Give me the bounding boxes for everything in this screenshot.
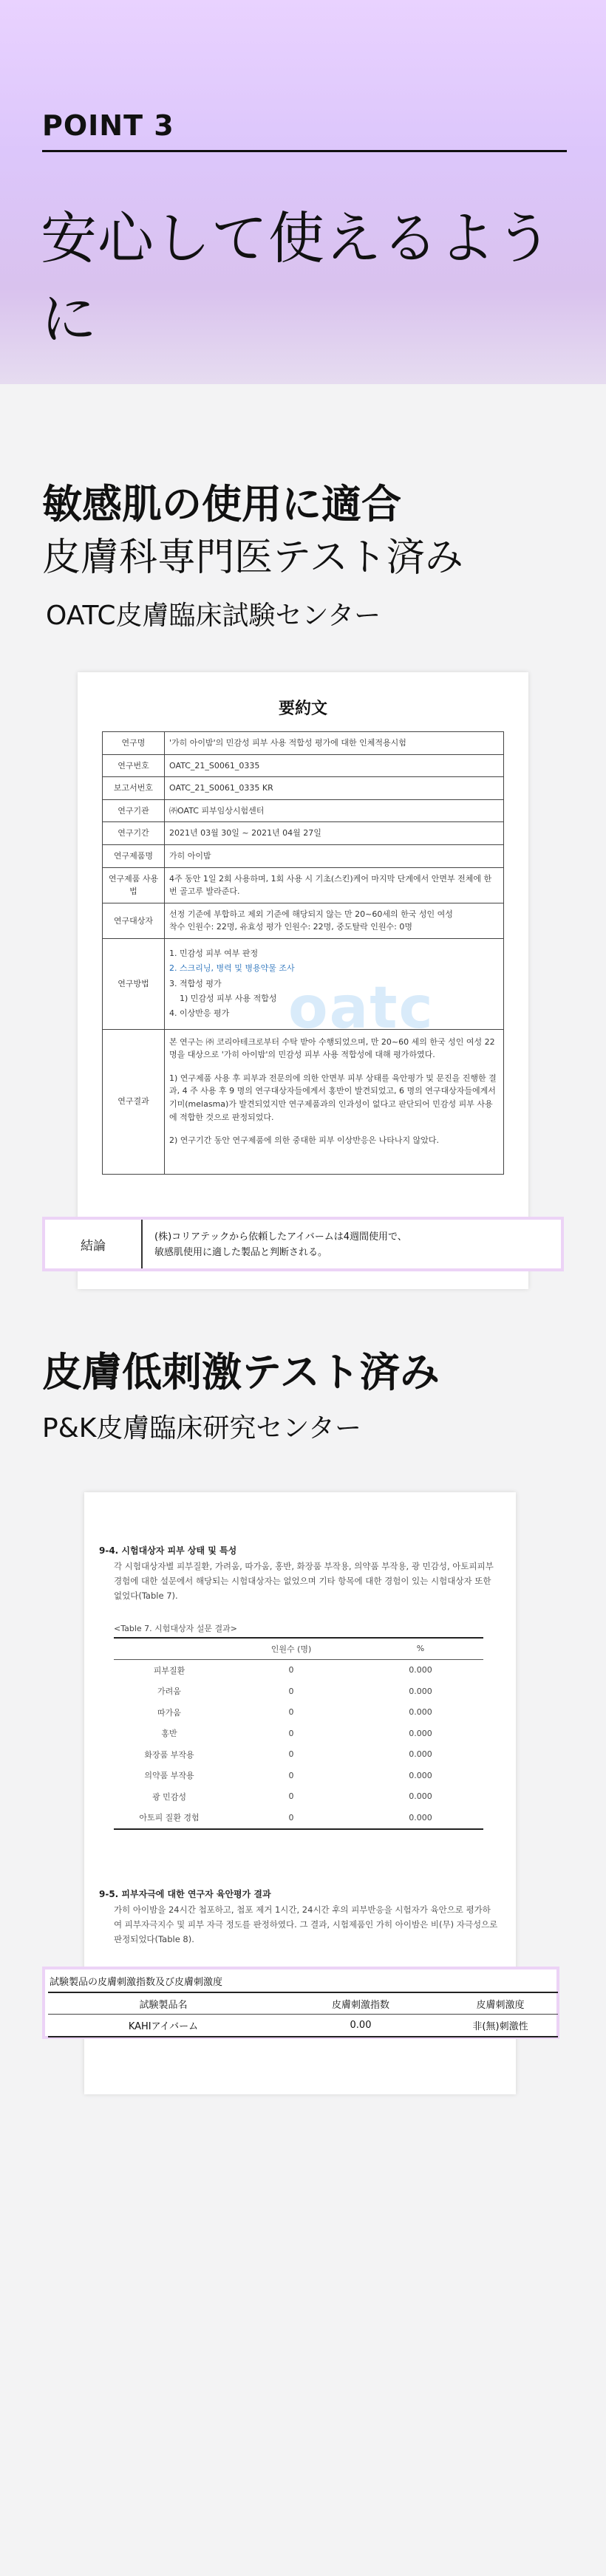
row-key: 연구번호 xyxy=(103,754,165,777)
table-cell: 0.000 xyxy=(409,1665,432,1675)
table-row xyxy=(114,1744,483,1766)
table-cell: 가려움 xyxy=(157,1687,181,1697)
table-row xyxy=(114,1765,483,1786)
method-item: 2. 스크리닝, 병력 및 병용약물 조사 xyxy=(169,963,295,974)
hero-headline: 安心して使えるように xyxy=(41,205,553,352)
table-cell: 0.000 xyxy=(409,1812,432,1822)
section2-title: 皮膚低刺激テスト済み xyxy=(42,1349,440,1395)
table-caption: <Table 7. 시험대상자 설문 결과> xyxy=(114,1624,237,1633)
table-cell: 0.00 xyxy=(350,2020,372,2031)
subjects-count: 착수 인원수: 22명, 유효성 평가 인원수: 22명, 중도탈락 인원수: 0명 xyxy=(169,922,412,932)
table-cell: 화장품 부작용 xyxy=(144,1749,194,1760)
table-row xyxy=(103,1029,504,1174)
table-cell: 0.000 xyxy=(409,1749,432,1760)
irritation-table xyxy=(48,1992,558,2037)
table-cell: 아토피 질환 경험 xyxy=(139,1813,200,1823)
table-cell: 0 xyxy=(288,1812,294,1822)
irritation-title: 試験製品の皮膚刺激指数及び皮膚刺激度 xyxy=(50,1977,223,1988)
table-row xyxy=(48,2015,558,2036)
row-value: 4주 동안 1일 2회 사용하며, 1회 사용 시 기초(스킨)케어 마지막 단계에서 안면부 전체에 한번 골고루 발라준다. xyxy=(165,867,504,903)
irritation-result-box xyxy=(42,1967,559,2039)
table-cell: 0.000 xyxy=(409,1686,432,1696)
table-row xyxy=(114,1702,483,1723)
method-list xyxy=(165,938,504,1029)
row-value: OATC_21_S0061_0335 KR xyxy=(165,777,504,800)
conclusion-line: 敏感肌使用に適した製品と判断される。 xyxy=(154,1246,328,1258)
oatc-watermark: oatc xyxy=(288,975,435,1042)
row-value: 가히 아이밤 xyxy=(165,844,504,867)
table-row xyxy=(103,799,504,822)
table-header xyxy=(114,1639,483,1660)
table-row xyxy=(103,844,504,867)
row-key: 연구제품명 xyxy=(103,844,165,867)
section1-title-regular: 皮膚科専門医テスト済み xyxy=(42,536,463,580)
point-divider xyxy=(42,150,567,152)
table-row xyxy=(103,938,504,1029)
table-cell: 0 xyxy=(288,1707,294,1718)
column-header: 皮膚刺激指数 xyxy=(331,1999,389,2011)
summary-title: 要約文 xyxy=(278,700,327,718)
table-cell: 0 xyxy=(288,1770,294,1780)
table-header xyxy=(48,1993,558,2015)
table-row xyxy=(114,1660,483,1681)
table-row xyxy=(103,777,504,800)
row-key: 연구방법 xyxy=(103,938,165,1029)
table-cell: 0 xyxy=(288,1749,294,1760)
table-row xyxy=(103,822,504,845)
point-label: POINT 3 xyxy=(42,109,174,142)
column-header: 인원수 (명) xyxy=(270,1644,312,1654)
row-key: 연구기간 xyxy=(103,822,165,845)
method-item: 1. 민감성 피부 여부 판정 xyxy=(169,948,259,958)
conclusion-label: 結論 xyxy=(45,1220,143,1268)
conclusion-text xyxy=(154,1230,407,1261)
summary-document xyxy=(78,672,528,1289)
table-cell: 홍반 xyxy=(161,1729,177,1739)
column-header: 試験製品名 xyxy=(139,1999,188,2011)
table-cell: 광 민감성 xyxy=(152,1791,186,1802)
method-item: 4. 이상반응 평가 xyxy=(169,1008,230,1019)
method-item: 1) 민감성 피부 사용 적합성 xyxy=(180,993,277,1003)
column-header: 皮膚刺激度 xyxy=(476,1999,525,2011)
row-key: 연구결과 xyxy=(103,1029,165,1174)
table-cell: 0 xyxy=(288,1728,294,1738)
row-key: 연구명 xyxy=(103,732,165,755)
table-cell: 의약품 부작용 xyxy=(144,1771,194,1781)
survey-table xyxy=(114,1637,483,1830)
table-cell: 0.000 xyxy=(409,1770,432,1780)
row-key: 연구제품 사용법 xyxy=(103,867,165,903)
conclusion-box xyxy=(42,1217,564,1271)
table-row xyxy=(114,1723,483,1744)
method-item: 3. 적합성 평가 xyxy=(169,978,222,988)
result-paragraph: 1) 연구제품 사용 후 피부과 전문의에 의한 안면부 피부 상태를 육안평가 및 문진을 진행한 결과, 4 주 사용 후 9 명의 연구대상자들에게서 홍반이 발견되었고, 6 명의 연구대상자들에게서 기미(melasma)가 발견되었지만 연구제품과의 인과성이 없다고 판단되어 민감성 피부 사용에 적합한 것으로 판정되었다. xyxy=(169,1073,497,1122)
table-cell: 0 xyxy=(288,1665,294,1675)
summary-table xyxy=(102,731,504,1175)
subjects-criteria: 선정 기준에 부합하고 제외 기준에 해당되지 않는 만 20~60세의 한국 성인 여성 xyxy=(169,909,453,919)
table-cell: 따가움 xyxy=(157,1707,181,1718)
hero-banner xyxy=(0,0,606,384)
row-value: 2021년 03월 30일 ~ 2021년 04월 27일 xyxy=(165,822,504,845)
row-value: ㈜OATC 피부임상시험센터 xyxy=(165,799,504,822)
table-cell: 0.000 xyxy=(409,1791,432,1802)
report-paragraph: 가히 아이밤을 24시간 첩포하고, 첩포 제거 1시간, 24시간 후의 피부반응을 시험자가 육안으로 평가하여 피부자극지수 및 피부 자극 정도를 판정하였다. 그 결과, 시험제품인 가히 아이밤은 비(무) 자극성으로 판정되었다(Table 8). xyxy=(114,1904,498,1945)
result-paragraph: 본 연구는 ㈜ 코리아테크로부터 수탁 받아 수행되었으며, 만 20~60 세의 한국 성인 여성 22명을 대상으로 '가히 아이밤'의 민감성 피부 사용 적합성에 대해 평가하였다. xyxy=(169,1036,495,1060)
row-value: '가히 아이밤'의 민감성 피부 사용 적합성 평가에 대한 인체적용시험 xyxy=(165,732,504,755)
table-cell: 非(無)刺激性 xyxy=(472,2021,528,2032)
table-cell: 0.000 xyxy=(409,1728,432,1738)
table-cell: 0 xyxy=(288,1686,294,1696)
result-text xyxy=(165,1029,504,1174)
row-key: 연구기관 xyxy=(103,799,165,822)
table-row xyxy=(114,1681,483,1702)
table-row xyxy=(103,903,504,938)
report-heading: 9-5. 피부자극에 대한 연구자 육안평가 결과 xyxy=(99,1889,271,1899)
column-header: % xyxy=(416,1644,425,1654)
table-cell: KAHIアイバーム xyxy=(128,2021,199,2032)
section1-subtitle: OATC皮膚臨床試験センター xyxy=(46,601,381,631)
report-heading: 9-4. 시험대상자 피부 상태 및 특성 xyxy=(99,1545,237,1556)
row-value: OATC_21_S0061_0335 xyxy=(165,754,504,777)
table-row xyxy=(114,1786,483,1808)
table-row xyxy=(103,754,504,777)
table-row xyxy=(103,867,504,903)
result-paragraph: 2) 연구기간 동안 연구제품에 의한 중대한 피부 이상반응은 나타나지 않았다. xyxy=(169,1135,440,1146)
table-row xyxy=(103,732,504,755)
report-paragraph: 각 시험대상자별 피부질환, 가려움, 따가움, 홍반, 화장품 부작용, 의약품 부작용, 광 민감성, 아토피피부 경험에 대한 설문에서 해당되는 시험대상자는 없었으며 기타 항목에 대한 경험이 있는 시험대상자 또한 없었다(Table 7). xyxy=(114,1561,494,1602)
section1-title: 敏感肌の使用に適合 xyxy=(42,481,401,527)
row-key: 연구대상자 xyxy=(103,903,165,938)
row-value xyxy=(165,903,504,938)
row-key: 보고서번호 xyxy=(103,777,165,800)
table-row xyxy=(114,1807,483,1828)
conclusion-line: (株)コリアテックから依頼したアイバームは4週間使用で、 xyxy=(154,1231,407,1243)
table-cell: 피부질환 xyxy=(153,1665,185,1675)
table-cell: 0 xyxy=(288,1791,294,1802)
section2-subtitle: P&K皮膚臨床研究センター xyxy=(42,1413,361,1444)
table-cell: 0.000 xyxy=(409,1707,432,1718)
